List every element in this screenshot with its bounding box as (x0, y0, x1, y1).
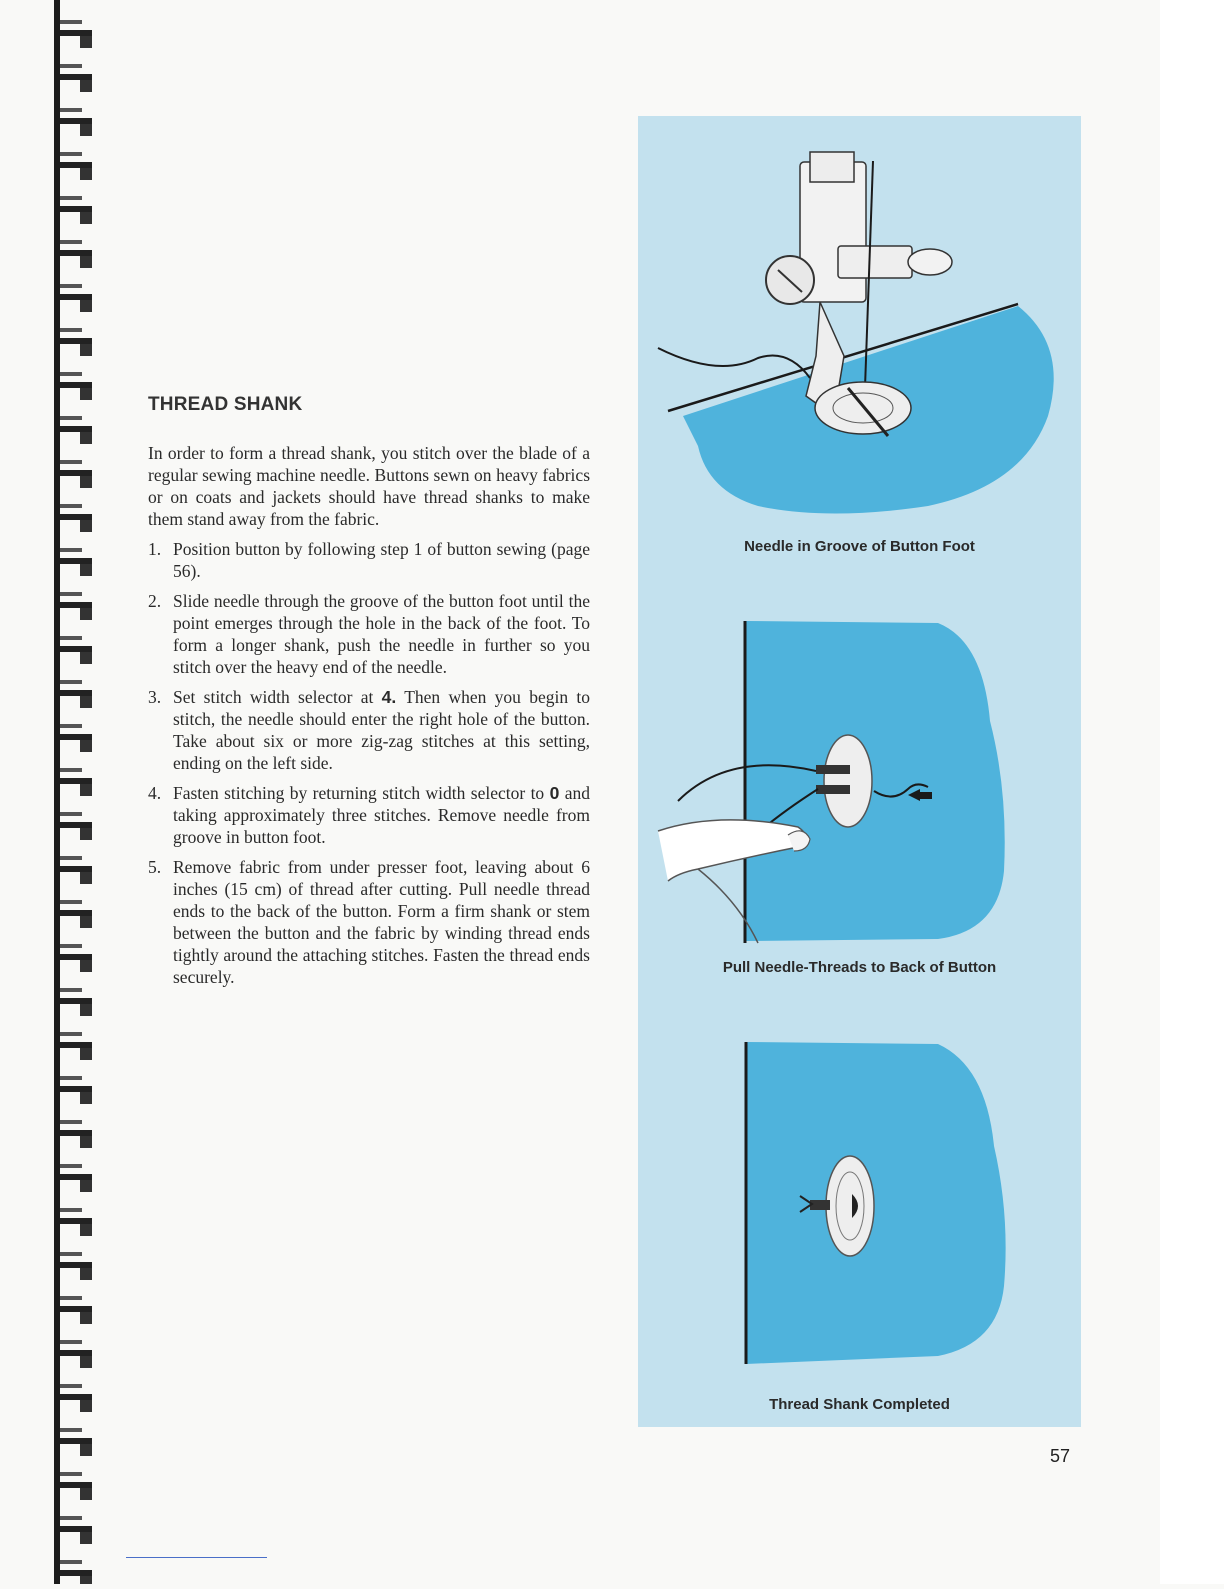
instructions-column (148, 394, 590, 996)
step-item (148, 856, 590, 988)
step-number: 5. (148, 857, 162, 877)
step-text-start: Fasten stitching by returning stitch width selector to (173, 783, 550, 803)
step-text-end: and taking approximately three stitches. Remove needle from groove in button foot. (173, 783, 590, 847)
thread-shank-illustration-icon (638, 1026, 1081, 1376)
step-item (148, 686, 590, 774)
step-text: Remove fabric from under presser foot, leaving about 6 inches (15 cm) of thread after cutting. Pull needle thread ends to the back of the button. Form a firm shank or stem between the button and the fabric by winding thread ends tightly around the attaching stitches. Fasten the thread ends securely. (173, 857, 590, 987)
step-number: 1. (148, 539, 162, 559)
figure-caption: Thread Shank Completed (769, 1396, 950, 1413)
needle-button-foot-illustration-icon (638, 116, 1081, 526)
section-heading: THREAD SHANK (148, 394, 303, 415)
page-margin-right (1160, 0, 1224, 1584)
step-item (148, 538, 590, 582)
steps-list (148, 538, 590, 988)
footer-rule (126, 1557, 267, 1558)
step-setting-value: 4. (381, 687, 397, 707)
step-item (148, 782, 590, 848)
step-number: 4. (148, 783, 162, 803)
figure-caption: Needle in Groove of Button Foot (744, 538, 975, 555)
step-text-start: Set stitch width selector at (173, 687, 382, 707)
step-number: 3. (148, 687, 162, 707)
step-text: Slide needle through the groove of the button foot until the point emerges through the hole in the back of the foot. To form a longer shank, push the needle in further so you stitch over the heavy end of the needle. (173, 591, 590, 677)
step-text: Position button by following step 1 of button sewing (page 56). (173, 539, 590, 581)
figure-caption: Pull Needle-Threads to Back of Button (722, 959, 997, 976)
step-item (148, 590, 590, 678)
intro-paragraph: In order to form a thread shank, you stitch over the blade of a regular sewing machine needle. Buttons sewn on heavy fabrics or on coats and jackets should have thread shanks to make them stand away from the fabric. (148, 443, 590, 529)
step-number: 2. (148, 591, 162, 611)
pull-threads-illustration-icon (638, 611, 1081, 956)
step-text-end: Then when you begin to stitch, the needle should enter the right hole of the button. Take about six or more zig-zag stitches at this setting, ending on the left side. (173, 687, 590, 773)
binding-edge (54, 0, 60, 1584)
step-setting-value: 0 (549, 783, 560, 803)
illustration-panel (638, 116, 1081, 1427)
page-number: 57 (1050, 1446, 1071, 1466)
